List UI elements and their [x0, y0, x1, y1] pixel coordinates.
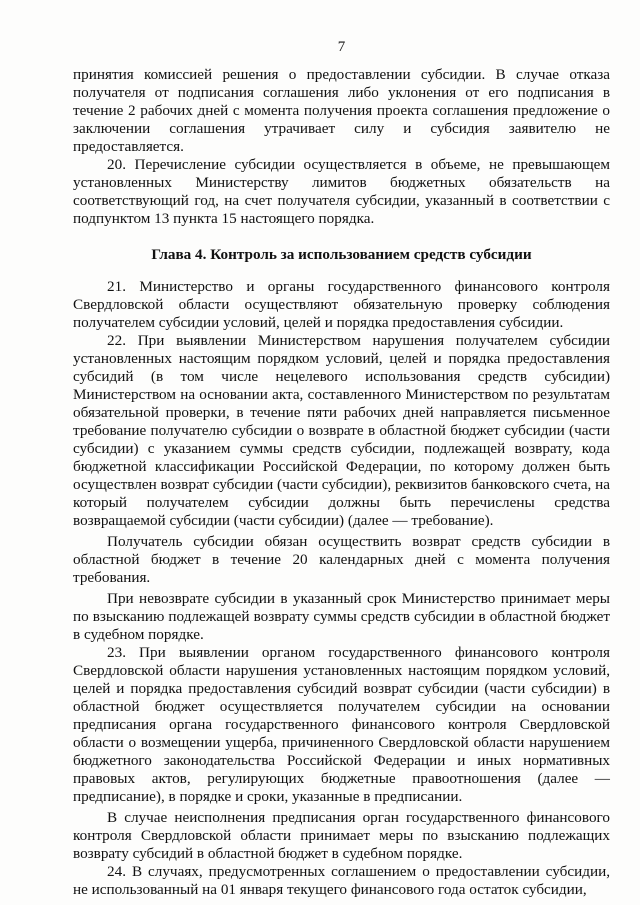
paragraph-24: 24. В случаях, предусмотренных соглашением о предоставлении субсидии, не использованный на 01 января текущего финансового года остаток субсидии, — [73, 863, 610, 898]
paragraph-non-execution: В случае неисполнения предписания орган государственного финансового контроля Свердловской области принимает меры по взысканию подлежащих возврату субсидий в областной бюджет в судебном порядке. — [73, 809, 610, 862]
paragraph-22: 22. При выявлении Министерством нарушения получателем субсидии установленных настоящим порядком условий, целей и порядка предоставления субсидий (в том числе нецелевого использования средств субсидии) Министерством на основании акта, составленного Министерством по результатам обязательной проверки, в течение пяти рабочих дней направляется письменное требование получателю субсидии о возврате в областной бюджет субсидии (части субсидии) с указанием суммы средств субсидии, подлежащей возврату, кода бюджетной классификации Российской Федерации, по которому должен быть осуществлен возврат субсидии (части субсидии), реквизитов банковского счета, на который получателем субсидии должны быть перечислены средства возвращаемой субсидии (части субсидии) (далее — требование). — [73, 332, 610, 529]
paragraph-non-return: При невозврате субсидии в указанный срок Министерство принимает меры по взысканию подлежащей возврату суммы средств субсидии в областной бюджет в судебном порядке. — [73, 590, 610, 643]
paragraph-continuation: принятия комиссией решения о предоставлении субсидии. В случае отказа получателя от подписания соглашения либо уклонения от его подписания в течение 2 рабочих дней с момента получения проекта соглашения предложение о заключении соглашения утрачивает силу и субсидия заявителю не предоставляется. — [73, 66, 610, 155]
paragraph-21: 21. Министерство и органы государственного финансового контроля Свердловской области осуществляют обязательную проверку соблюдения получателем субсидии условий, целей и порядка предоставления субсидии. — [73, 278, 610, 331]
paragraph-20: 20. Перечисление субсидии осуществляется в объеме, не превышающем установленных Министерству лимитов бюджетных обязательств на соответствующий год, на счет получателя субсидии, указанный в соответствии с подпунктом 13 пункта 15 настоящего порядка. — [73, 156, 610, 227]
paragraph-23: 23. При выявлении органом государственного финансового контроля Свердловской области нарушения установленных настоящим порядком условий, целей и порядка предоставления субсидий возврат субсидии (части субсидии) в областной бюджет осуществляется получателем субсидии на основании предписания органа государственного финансового контроля Свердловской области о возмещении ущерба, причиненного Свердловской области нарушением бюджетного законодательства Российской Федерации и иных нормативных правовых актов, регулирующих бюджетные правоотношения (далее — предписание), в порядке и сроки, указанные в предписании. — [73, 644, 610, 805]
page-number: 7 — [337, 39, 346, 55]
chapter-heading: Глава 4. Контроль за использованием средств субсидии — [151, 246, 532, 263]
paragraph-return-obligation: Получатель субсидии обязан осуществить возврат средств субсидии в областной бюджет в течение 20 календарных дней с момента получения требования. — [73, 533, 610, 586]
